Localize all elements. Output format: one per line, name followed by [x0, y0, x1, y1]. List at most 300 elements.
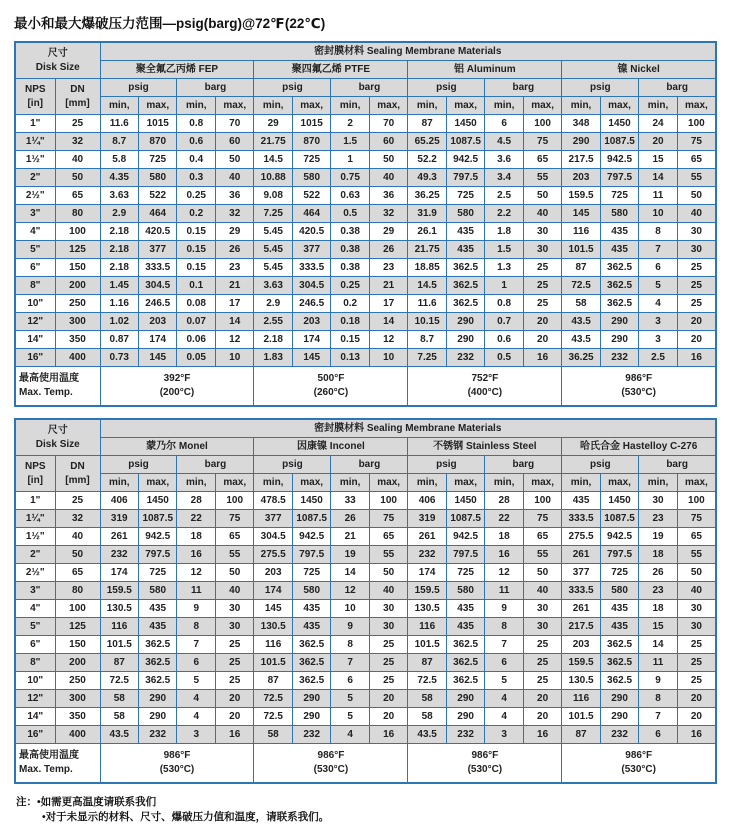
value-cell: 12 [177, 564, 215, 582]
value-cell: 23 [639, 510, 677, 528]
value-cell: 29 [254, 115, 292, 133]
nps-cell: 5" [15, 618, 55, 636]
value-cell: 304.5 [254, 528, 292, 546]
material-header: 蒙乃尔 Monel [100, 438, 254, 456]
unit-header: barg [639, 79, 716, 97]
materials-group-header: 密封膜材料 Sealing Membrane Materials [100, 42, 716, 61]
value-cell: 362.5 [446, 636, 484, 654]
material-header: 因康镍 Inconel [254, 438, 408, 456]
dn-cell: 200 [55, 654, 100, 672]
dn-cell: 80 [55, 205, 100, 223]
value-cell: 942.5 [139, 528, 177, 546]
value-cell: 522 [139, 187, 177, 205]
minmax-header: max, [215, 474, 253, 492]
value-cell: 18 [639, 546, 677, 564]
value-cell: 8 [331, 636, 369, 654]
value-cell: 0.38 [331, 241, 369, 259]
value-cell: 8 [177, 618, 215, 636]
value-cell: 30 [523, 241, 561, 259]
table-row [15, 600, 716, 618]
minmax-header: min, [254, 97, 292, 115]
value-cell: 20 [677, 708, 716, 726]
value-cell: 65 [369, 528, 407, 546]
value-cell: 16 [485, 546, 523, 564]
value-cell: 435 [446, 600, 484, 618]
value-cell: 72.5 [408, 672, 446, 690]
value-cell: 9 [485, 600, 523, 618]
value-cell: 159.5 [562, 654, 600, 672]
value-cell: 11.6 [408, 295, 446, 313]
value-cell: 232 [446, 726, 484, 744]
value-cell: 21.75 [408, 241, 446, 259]
value-cell: 3 [177, 726, 215, 744]
value-cell: 14 [331, 564, 369, 582]
value-cell: 435 [446, 618, 484, 636]
value-cell: 333.5 [292, 259, 330, 277]
value-cell: 0.15 [177, 223, 215, 241]
minmax-header: max, [446, 97, 484, 115]
dn-cell: 125 [55, 618, 100, 636]
value-cell: 5.45 [254, 259, 292, 277]
value-cell: 5.45 [254, 241, 292, 259]
value-cell: 30 [523, 600, 561, 618]
value-cell: 22 [177, 510, 215, 528]
value-cell: 725 [139, 564, 177, 582]
value-cell: 6 [639, 726, 677, 744]
table-row [15, 582, 716, 600]
value-cell: 2.5 [639, 349, 677, 367]
minmax-header: min, [331, 474, 369, 492]
nps-cell: 2½" [15, 564, 55, 582]
value-cell: 275.5 [562, 528, 600, 546]
value-cell: 725 [292, 564, 330, 582]
value-cell: 6 [639, 259, 677, 277]
value-cell: 14 [639, 636, 677, 654]
value-cell: 5 [485, 672, 523, 690]
table-row [15, 708, 716, 726]
value-cell: 304.5 [139, 277, 177, 295]
value-cell: 7 [639, 241, 677, 259]
value-cell: 4.35 [100, 169, 138, 187]
value-cell: 725 [446, 564, 484, 582]
value-cell: 116 [254, 636, 292, 654]
nps-cell: 1" [15, 492, 55, 510]
value-cell: 11.6 [100, 115, 138, 133]
unit-header: barg [177, 456, 254, 474]
value-cell: 1 [331, 151, 369, 169]
value-cell: 8 [485, 618, 523, 636]
value-cell: 5.45 [254, 223, 292, 241]
value-cell: 797.5 [139, 546, 177, 564]
value-cell: 58 [100, 708, 138, 726]
unit-header: psig [408, 79, 485, 97]
value-cell: 217.5 [562, 151, 600, 169]
value-cell: 435 [600, 618, 638, 636]
value-cell: 797.5 [292, 546, 330, 564]
value-cell: 8 [639, 223, 677, 241]
max-temp-value: 986°F (530°C) [100, 744, 254, 784]
value-cell: 7 [639, 708, 677, 726]
nps-cell: 16" [15, 726, 55, 744]
nps-cell: 5" [15, 241, 55, 259]
value-cell: 304.5 [292, 277, 330, 295]
nps-cell: 10" [15, 672, 55, 690]
nps-cell: 10" [15, 295, 55, 313]
value-cell: 20 [677, 313, 716, 331]
value-cell: 87 [100, 654, 138, 672]
table-row [15, 726, 716, 744]
value-cell: 0.7 [485, 313, 523, 331]
value-cell: 25 [677, 259, 716, 277]
unit-header: barg [331, 79, 408, 97]
value-cell: 8.7 [100, 133, 138, 151]
value-cell: 261 [408, 528, 446, 546]
value-cell: 16 [215, 726, 253, 744]
value-cell: 18.85 [408, 259, 446, 277]
value-cell: 0.06 [177, 331, 215, 349]
value-cell: 362.5 [292, 636, 330, 654]
value-cell: 25 [215, 654, 253, 672]
value-cell: 870 [292, 133, 330, 151]
material-header: 镍 Nickel [562, 61, 716, 79]
value-cell: 116 [562, 690, 600, 708]
max-temp-value: 986°F (530°C) [562, 367, 716, 407]
value-cell: 72.5 [100, 672, 138, 690]
value-cell: 58 [408, 690, 446, 708]
value-cell: 3 [639, 313, 677, 331]
max-temp-label: 最高使用温度 Max. Temp. [15, 744, 100, 784]
value-cell: 9 [177, 600, 215, 618]
value-cell: 26 [215, 241, 253, 259]
value-cell: 0.73 [100, 349, 138, 367]
value-cell: 232 [600, 726, 638, 744]
value-cell: 116 [562, 223, 600, 241]
table-row [15, 654, 716, 672]
value-cell: 435 [292, 600, 330, 618]
value-cell: 65 [523, 151, 561, 169]
minmax-header: max, [523, 97, 561, 115]
nps-cell: 1½" [15, 528, 55, 546]
value-cell: 26.1 [408, 223, 446, 241]
value-cell: 0.38 [331, 259, 369, 277]
disk-size-header: 尺寸 Disk Size [15, 419, 100, 456]
value-cell: 14 [215, 313, 253, 331]
value-cell: 30 [369, 600, 407, 618]
value-cell: 25 [523, 259, 561, 277]
value-cell: 435 [139, 618, 177, 636]
value-cell: 174 [100, 564, 138, 582]
value-cell: 0.25 [331, 277, 369, 295]
value-cell: 290 [292, 690, 330, 708]
minmax-header: min, [177, 474, 215, 492]
value-cell: 40 [215, 169, 253, 187]
value-cell: 362.5 [600, 259, 638, 277]
nps-cell: 4" [15, 600, 55, 618]
minmax-header: min, [177, 97, 215, 115]
pressure-table-fep-ptfe-aluminum-nickel [14, 41, 717, 407]
value-cell: 20 [215, 708, 253, 726]
value-cell: 30 [523, 618, 561, 636]
dn-cell: 40 [55, 151, 100, 169]
value-cell: 75 [369, 510, 407, 528]
value-cell: 362.5 [600, 672, 638, 690]
max-temp-value: 392°F (200°C) [100, 367, 254, 407]
table-row [15, 205, 716, 223]
dn-cell: 100 [55, 223, 100, 241]
dn-cell: 250 [55, 295, 100, 313]
value-cell: 17 [215, 295, 253, 313]
value-cell: 290 [139, 690, 177, 708]
value-cell: 60 [215, 133, 253, 151]
value-cell: 1087.5 [600, 133, 638, 151]
dn-cell: 80 [55, 582, 100, 600]
value-cell: 50 [523, 187, 561, 205]
materials-group-header: 密封膜材料 Sealing Membrane Materials [100, 419, 716, 438]
dn-cell: 150 [55, 636, 100, 654]
max-temp-value: 986°F (530°C) [562, 744, 716, 784]
value-cell: 4 [639, 295, 677, 313]
value-cell: 25 [369, 636, 407, 654]
minmax-header: min, [408, 474, 446, 492]
value-cell: 130.5 [254, 618, 292, 636]
nps-cell: 1½" [15, 151, 55, 169]
value-cell: 3.6 [485, 151, 523, 169]
minmax-header: min, [331, 97, 369, 115]
value-cell: 1.5 [485, 241, 523, 259]
value-cell: 0.25 [177, 187, 215, 205]
table-row [15, 313, 716, 331]
table-row [15, 492, 716, 510]
value-cell: 435 [292, 618, 330, 636]
value-cell: 0.75 [331, 169, 369, 187]
value-cell: 290 [600, 331, 638, 349]
value-cell: 116 [100, 618, 138, 636]
value-cell: 10.88 [254, 169, 292, 187]
value-cell: 43.5 [562, 313, 600, 331]
value-cell: 203 [254, 564, 292, 582]
value-cell: 28 [177, 492, 215, 510]
dn-cell: 25 [55, 492, 100, 510]
minmax-header: max, [446, 474, 484, 492]
value-cell: 100 [369, 492, 407, 510]
table-row [15, 277, 716, 295]
table-row [15, 295, 716, 313]
minmax-header: min, [639, 474, 677, 492]
table-row [15, 618, 716, 636]
value-cell: 29 [215, 223, 253, 241]
value-cell: 261 [100, 528, 138, 546]
value-cell: 25 [523, 654, 561, 672]
value-cell: 9 [331, 618, 369, 636]
value-cell: 30 [215, 600, 253, 618]
value-cell: 19 [331, 546, 369, 564]
value-cell: 65 [677, 528, 716, 546]
value-cell: 290 [600, 313, 638, 331]
value-cell: 100 [523, 492, 561, 510]
value-cell: 26 [331, 510, 369, 528]
value-cell: 362.5 [600, 277, 638, 295]
value-cell: 0.15 [331, 331, 369, 349]
value-cell: 87 [408, 654, 446, 672]
value-cell: 22 [485, 510, 523, 528]
value-cell: 72.5 [254, 708, 292, 726]
value-cell: 435 [446, 241, 484, 259]
value-cell: 406 [408, 492, 446, 510]
dn-column-header: DN [mm] [55, 79, 100, 115]
table-row [15, 133, 716, 151]
value-cell: 0.15 [177, 259, 215, 277]
unit-header: barg [177, 79, 254, 97]
value-cell: 25 [523, 277, 561, 295]
value-cell: 6 [331, 672, 369, 690]
value-cell: 377 [254, 510, 292, 528]
dn-cell: 25 [55, 115, 100, 133]
value-cell: 0.63 [331, 187, 369, 205]
value-cell: 1.8 [485, 223, 523, 241]
nps-cell: 2" [15, 546, 55, 564]
value-cell: 377 [139, 241, 177, 259]
value-cell: 464 [139, 205, 177, 223]
unit-header: psig [254, 456, 331, 474]
footnote-line-2 [16, 810, 717, 825]
value-cell: 2.2 [485, 205, 523, 223]
value-cell: 25 [369, 654, 407, 672]
table-row [15, 187, 716, 205]
value-cell: 58 [562, 295, 600, 313]
value-cell: 2.18 [100, 259, 138, 277]
value-cell: 725 [600, 564, 638, 582]
value-cell: 7.25 [254, 205, 292, 223]
value-cell: 16 [523, 726, 561, 744]
value-cell: 4 [177, 708, 215, 726]
value-cell: 8.7 [408, 331, 446, 349]
value-cell: 19 [639, 528, 677, 546]
value-cell: 16 [677, 349, 716, 367]
value-cell: 18 [639, 600, 677, 618]
value-cell: 11 [639, 654, 677, 672]
value-cell: 36.25 [408, 187, 446, 205]
dn-cell: 65 [55, 564, 100, 582]
value-cell: 12 [215, 331, 253, 349]
value-cell: 580 [446, 582, 484, 600]
table-row [15, 169, 716, 187]
value-cell: 580 [446, 205, 484, 223]
value-cell: 333.5 [562, 582, 600, 600]
value-cell: 43.5 [408, 726, 446, 744]
material-header: 哈氏合金 Hastelloy C-276 [562, 438, 716, 456]
value-cell: 50 [215, 564, 253, 582]
value-cell: 70 [369, 115, 407, 133]
minmax-header: min, [100, 97, 138, 115]
value-cell: 25 [677, 672, 716, 690]
value-cell: 290 [600, 690, 638, 708]
value-cell: 377 [292, 241, 330, 259]
value-cell: 100 [523, 115, 561, 133]
value-cell: 217.5 [562, 618, 600, 636]
value-cell: 40 [523, 582, 561, 600]
nps-cell: 3" [15, 582, 55, 600]
value-cell: 58 [100, 690, 138, 708]
nps-cell: 1" [15, 115, 55, 133]
value-cell: 261 [562, 546, 600, 564]
value-cell: 75 [677, 133, 716, 151]
max-temp-label: 最高使用温度 Max. Temp. [15, 367, 100, 407]
value-cell: 100 [677, 492, 716, 510]
value-cell: 290 [562, 133, 600, 151]
value-cell: 1015 [292, 115, 330, 133]
value-cell: 101.5 [408, 636, 446, 654]
max-temp-row [15, 367, 716, 407]
value-cell: 522 [292, 187, 330, 205]
value-cell: 70 [215, 115, 253, 133]
value-cell: 0.5 [485, 349, 523, 367]
value-cell: 174 [254, 582, 292, 600]
minmax-header: min, [485, 97, 523, 115]
value-cell: 0.6 [485, 331, 523, 349]
value-cell: 435 [562, 492, 600, 510]
value-cell: 72.5 [254, 690, 292, 708]
value-cell: 145 [562, 205, 600, 223]
value-cell: 55 [523, 546, 561, 564]
value-cell: 0.4 [177, 151, 215, 169]
value-cell: 0.08 [177, 295, 215, 313]
value-cell: 101.5 [562, 241, 600, 259]
value-cell: 25 [677, 636, 716, 654]
value-cell: 101.5 [562, 708, 600, 726]
value-cell: 1087.5 [292, 510, 330, 528]
value-cell: 58 [254, 726, 292, 744]
value-cell: 159.5 [562, 187, 600, 205]
value-cell: 30 [369, 618, 407, 636]
unit-header: barg [485, 79, 562, 97]
value-cell: 40 [369, 169, 407, 187]
value-cell: 362.5 [139, 654, 177, 672]
value-cell: 7 [177, 636, 215, 654]
value-cell: 362.5 [446, 654, 484, 672]
unit-header: barg [639, 456, 716, 474]
value-cell: 348 [562, 115, 600, 133]
value-cell: 319 [408, 510, 446, 528]
value-cell: 0.2 [331, 295, 369, 313]
value-cell: 14 [369, 313, 407, 331]
minmax-header: max, [292, 474, 330, 492]
value-cell: 10.15 [408, 313, 446, 331]
value-cell: 362.5 [446, 672, 484, 690]
value-cell: 30 [215, 618, 253, 636]
value-cell: 14 [639, 169, 677, 187]
value-cell: 55 [677, 546, 716, 564]
unit-header: barg [485, 456, 562, 474]
nps-cell: 12" [15, 690, 55, 708]
value-cell: 23 [215, 259, 253, 277]
value-cell: 9 [639, 672, 677, 690]
value-cell: 580 [292, 582, 330, 600]
value-cell: 0.6 [177, 133, 215, 151]
minmax-header: max, [600, 474, 638, 492]
value-cell: 362.5 [139, 672, 177, 690]
value-cell: 232 [408, 546, 446, 564]
value-cell: 12 [369, 331, 407, 349]
value-cell: 40 [677, 582, 716, 600]
minmax-header: max, [369, 474, 407, 492]
value-cell: 6 [485, 654, 523, 672]
value-cell: 30 [523, 223, 561, 241]
value-cell: 261 [562, 600, 600, 618]
dn-cell: 200 [55, 277, 100, 295]
value-cell: 8 [639, 690, 677, 708]
value-cell: 18 [177, 528, 215, 546]
nps-cell: 12" [15, 313, 55, 331]
